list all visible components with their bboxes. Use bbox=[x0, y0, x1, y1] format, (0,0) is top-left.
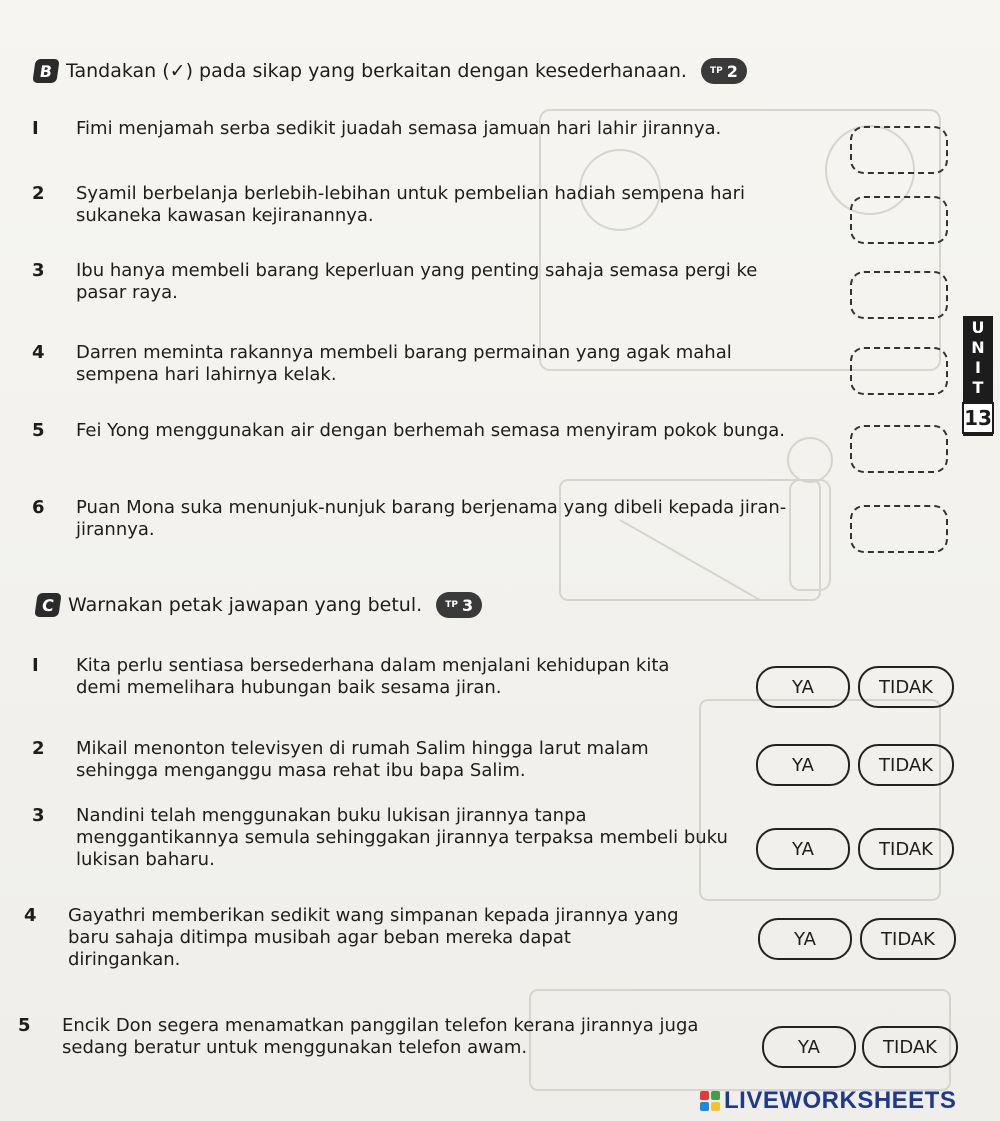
section-b-item bbox=[32, 183, 796, 227]
item-number: 3 bbox=[32, 805, 45, 826]
ya-button[interactable]: YA bbox=[758, 918, 852, 960]
section-c-item bbox=[32, 655, 716, 699]
section-c-header bbox=[36, 592, 482, 618]
item-number: 3 bbox=[32, 260, 45, 281]
unit-letter: I bbox=[975, 358, 981, 377]
section-b-instruction: Tandakan (✓) pada sikap yang berkaitan dengan kesederhanaan. bbox=[66, 60, 687, 82]
unit-number: 13 bbox=[962, 402, 994, 434]
item-text: Encik Don segera menamatkan panggilan telefon kerana jirannya juga sedang beratur untuk menggunakan telefon awam. bbox=[62, 1015, 699, 1058]
unit-letter: U bbox=[971, 318, 985, 337]
section-c-instruction: Warnakan petak jawapan yang betul. bbox=[68, 594, 423, 616]
item-number: 6 bbox=[32, 497, 45, 518]
section-b-item bbox=[32, 118, 796, 140]
answer-tick-box[interactable] bbox=[850, 271, 948, 319]
ya-button[interactable]: YA bbox=[756, 828, 850, 870]
section-c-item bbox=[32, 738, 716, 782]
item-text: Mikail menonton televisyen di rumah Salim hingga larut malam sehingga menganggu masa rehat ibu bapa Salim. bbox=[76, 738, 649, 781]
tidak-button[interactable]: TIDAK bbox=[862, 1026, 958, 1068]
section-b-item bbox=[32, 260, 796, 304]
item-text: Gayathri memberikan sedikit wang simpanan kepada jirannya yang baru sahaja ditimpa musibah agar beban mereka dapat diringankan. bbox=[68, 905, 679, 970]
brand-name: LIVEWORKSHEETS bbox=[724, 1087, 957, 1114]
liveworksheets-logo bbox=[700, 1087, 956, 1115]
item-number: 4 bbox=[32, 342, 45, 363]
tp-level-badge bbox=[701, 58, 747, 84]
tp-level: 3 bbox=[461, 595, 474, 615]
tidak-button[interactable]: TIDAK bbox=[858, 666, 954, 708]
unit-letter: T bbox=[972, 378, 984, 397]
item-text: Syamil berbelanja berlebih-lebihan untuk pembelian hadiah sempena hari sukaneka kawasan kejiranannya. bbox=[76, 183, 745, 226]
tp-label: TP bbox=[445, 600, 458, 610]
tidak-button[interactable]: TIDAK bbox=[858, 744, 954, 786]
item-number: 2 bbox=[32, 183, 45, 204]
item-number: 4 bbox=[24, 905, 37, 926]
section-b-item bbox=[32, 420, 796, 442]
section-b-header bbox=[34, 58, 747, 84]
unit-letter: N bbox=[971, 338, 985, 357]
unit-tab bbox=[963, 316, 993, 436]
item-number: 2 bbox=[32, 738, 45, 759]
answer-tick-box[interactable] bbox=[850, 505, 948, 553]
section-b-item bbox=[32, 497, 796, 541]
answer-tick-box[interactable] bbox=[850, 126, 948, 174]
item-text: Puan Mona suka menunjuk-nunjuk barang berjenama yang dibeli kepada jiran-jirannya. bbox=[76, 497, 787, 540]
item-text: Kita perlu sentiasa bersederhana dalam menjalani kehidupan kita demi memelihara hubungan baik sesama jiran. bbox=[76, 655, 670, 698]
tp-label: TP bbox=[709, 66, 723, 76]
item-number: 5 bbox=[32, 420, 45, 441]
ya-button[interactable]: YA bbox=[756, 666, 850, 708]
section-c-item bbox=[32, 805, 736, 871]
item-text: Fimi menjamah serba sedikit juadah semasa jamuan hari lahir jirannya. bbox=[76, 118, 722, 139]
item-number: 5 bbox=[18, 1015, 31, 1036]
section-c-item bbox=[18, 1015, 722, 1059]
tidak-button[interactable]: TIDAK bbox=[860, 918, 956, 960]
item-text: Ibu hanya membeli barang keperluan yang penting sahaja semasa pergi ke pasar raya. bbox=[76, 260, 758, 303]
section-c-badge: C bbox=[34, 593, 61, 617]
section-b-item bbox=[32, 342, 796, 386]
tp-level: 2 bbox=[726, 61, 738, 81]
tp-level-badge bbox=[436, 592, 482, 618]
section-b-badge: B bbox=[32, 59, 59, 83]
item-number: I bbox=[32, 655, 39, 676]
ya-button[interactable]: YA bbox=[762, 1026, 856, 1068]
answer-tick-box[interactable] bbox=[850, 347, 948, 395]
tidak-button[interactable]: TIDAK bbox=[858, 828, 954, 870]
item-number: I bbox=[32, 118, 39, 139]
answer-tick-box[interactable] bbox=[850, 425, 948, 473]
ya-button[interactable]: YA bbox=[756, 744, 850, 786]
section-c-item bbox=[24, 905, 688, 971]
answer-tick-box[interactable] bbox=[850, 196, 948, 244]
item-text: Darren meminta rakannya membeli barang permainan yang agak mahal sempena hari lahirnya kelak. bbox=[76, 342, 732, 385]
item-text: Nandini telah menggunakan buku lukisan jirannya tanpa menggantikannya semula sehinggakan jirannya terpaksa membeli buku lukisan baharu. bbox=[76, 805, 728, 870]
item-text: Fei Yong menggunakan air dengan berhemah semasa menyiram pokok bunga. bbox=[76, 420, 786, 441]
logo-grid-icon bbox=[700, 1091, 720, 1111]
